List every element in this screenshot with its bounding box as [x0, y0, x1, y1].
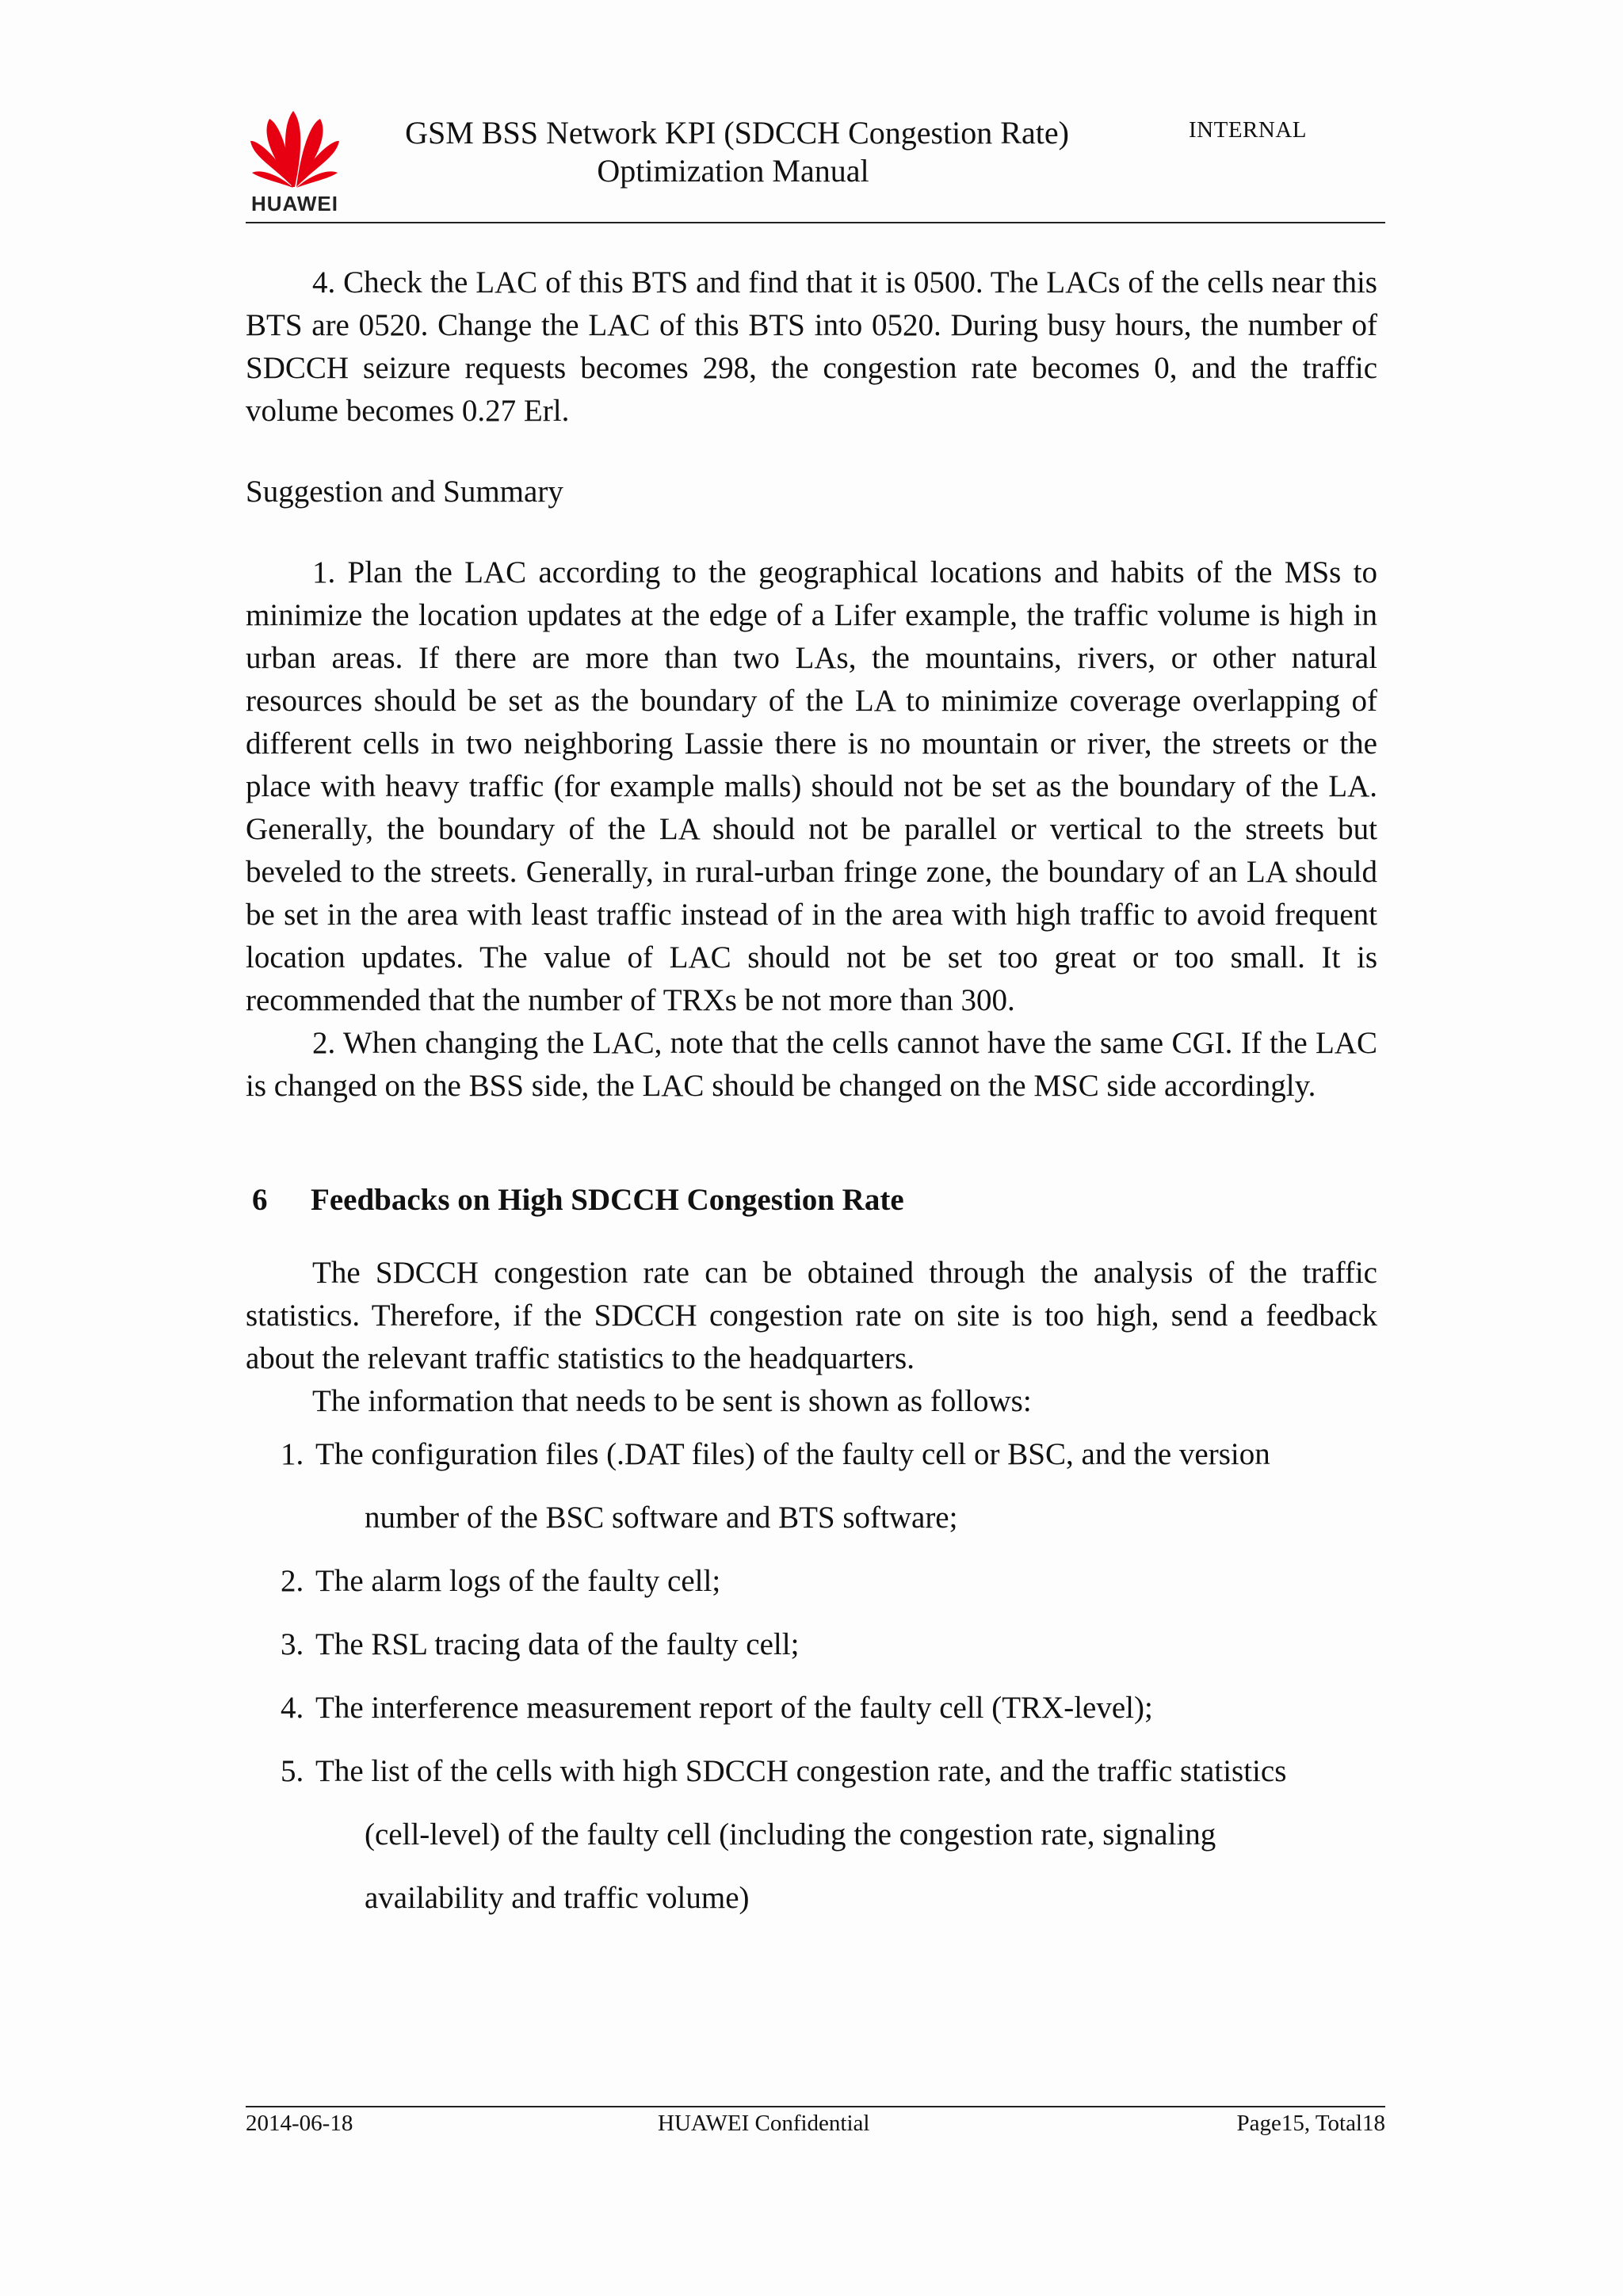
footer-confidential: HUAWEI Confidential — [658, 2111, 870, 2136]
section-title: Feedbacks on High SDCCH Congestion Rate — [311, 1183, 904, 1217]
title-line-2: Optimization Manual — [597, 153, 869, 189]
suggestion-heading: Suggestion and Summary — [246, 475, 563, 509]
classification-label: INTERNAL — [1189, 117, 1307, 143]
title-line-1: GSM BSS Network KPI (SDCCH Congestion Rate) — [405, 115, 1069, 151]
section-heading — [252, 1179, 1377, 1222]
list-item-number: 2. — [281, 1564, 304, 1598]
list-item-number: 5. — [281, 1754, 304, 1788]
list-item-continuation: number of the BSC software and BTS software; — [365, 1501, 958, 1535]
list-item — [246, 1423, 1377, 1550]
footer-page-number: Page15, Total18 — [1236, 2111, 1385, 2136]
list-item-continuation: (cell-level) of the faulty cell (including the congestion rate, signaling — [365, 1817, 1216, 1852]
suggestion-2-paragraph: 2. When changing the LAC, note that the cells cannot have the same CGI. If the LAC is changed on the BSS side, the LAC should be changed on the MSC side accordingly. — [246, 1026, 1377, 1103]
list-item-text: The alarm logs of the faulty cell; — [315, 1564, 721, 1598]
logo-wordmark: HUAWEI — [251, 192, 338, 215]
info-intro-paragraph: The information that needs to be sent is shown as follows: — [312, 1384, 1032, 1418]
step-4-paragraph: 4. Check the LAC of this BTS and find that it is 0500. The LACs of the cells near this BTS are 0520. Change the LAC of this BTS into 0520. During busy hours, the number of SDCCH seizure requests becomes 298, the congestion rate becomes 0, and the traffic volume becomes 0.27 Erl. — [246, 265, 1377, 428]
header-divider — [246, 222, 1385, 223]
list-item — [246, 1613, 1377, 1676]
list-item-continuation: availability and traffic volume) — [365, 1881, 750, 1915]
footer-date: 2014-06-18 — [246, 2111, 353, 2136]
footer-divider — [246, 2106, 1385, 2107]
feedback-info-list — [246, 1423, 1377, 1930]
list-item-text: The configuration files (.DAT files) of the faulty cell or BSC, and the version — [315, 1437, 1270, 1471]
list-item — [246, 1740, 1377, 1930]
feedback-intro-paragraph: The SDCCH congestion rate can be obtained through the analysis of the traffic statistics. Therefore, if the SDCCH congestion rate on site is too high, send a feedback about the relevant traffic statistics to the headquarters. — [246, 1256, 1377, 1375]
list-item-number: 4. — [281, 1691, 304, 1725]
section-number: 6 — [252, 1183, 268, 1217]
suggestion-1-paragraph: 1. Plan the LAC according to the geographical locations and habits of the MSs to minimize the location updates at the edge of a Lifer example, the traffic volume is high in urban areas. If there are more than two LAs, the mountains, rivers, or other natural resources should be set as the boundary of the LA to minimize coverage overlapping of different cells in two neighboring Lassie there is no mountain or river, the streets or the place with heavy traffic (for example malls) should not be set as the boundary of the LA. Generally, the boundary of the LA should not be parallel or vertical to the streets but beveled to the streets. Generally, in rural-urban fringe zone, the boundary of an LA should be set in the area with least traffic instead of in the area with high traffic to avoid frequent location updates. The value of LAC should not be set too great or too small. It is recommended that the number of TRXs be not more than 300. — [246, 555, 1377, 1017]
document-title — [380, 114, 1141, 190]
list-item — [246, 1550, 1377, 1613]
list-item-text: The RSL tracing data of the faulty cell; — [315, 1627, 800, 1661]
list-item-number: 1. — [281, 1437, 304, 1471]
document-body — [246, 261, 1377, 1930]
list-item — [246, 1676, 1377, 1740]
list-item-text: The interference measurement report of the faulty cell (TRX-level); — [315, 1691, 1153, 1725]
list-item-text: The list of the cells with high SDCCH congestion rate, and the traffic statistics — [315, 1754, 1287, 1788]
list-item-number: 3. — [281, 1627, 304, 1661]
